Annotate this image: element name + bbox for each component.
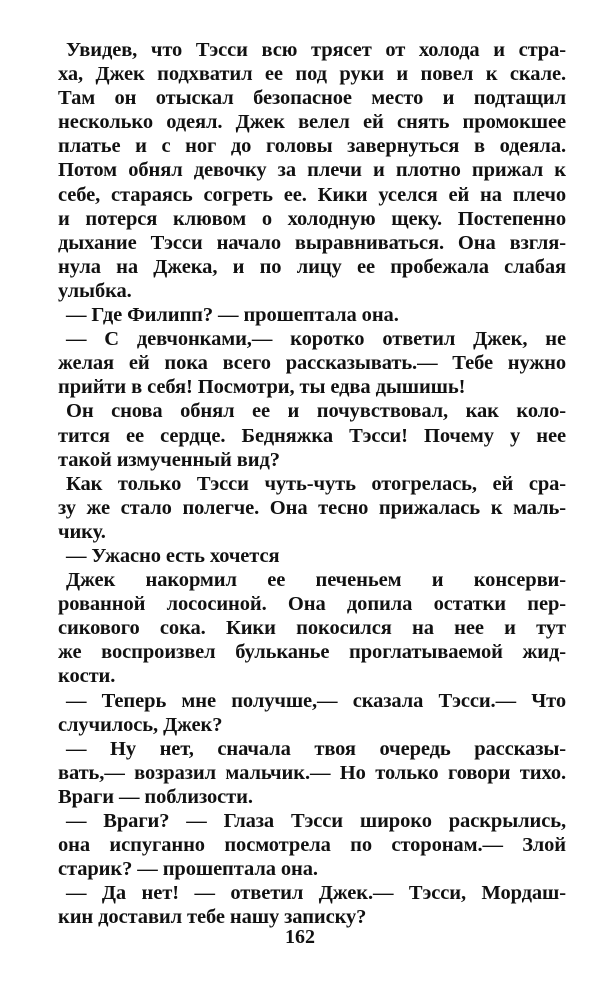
text-line: Потом обнял девочку за плечи и плотно прижал к (58, 159, 566, 182)
text-line: кин доставил тебе нашу записку? (58, 906, 367, 929)
text-line: Увидев, что Тэсси всю трясет от холода и стра- (66, 39, 566, 61)
text-line: — Где Филипп? — прошептала она. (66, 304, 399, 327)
text-line: же воспроизвел бульканье проглатываемой жид- (58, 641, 566, 664)
text-line: рованной лососиной. Она допила остатки пер- (58, 593, 566, 616)
text-line: Как только Тэсси чуть-чуть отогрелась, ей сра- (66, 472, 566, 495)
text-line: нула на Джека, и по лицу ее пробежала слабая (58, 255, 566, 278)
text-line: тится ее сердце. Бедняжка Тэсси! Почему у нее (58, 424, 566, 447)
text-line: — С девчонками,— коротко ответил Джек, не (66, 328, 566, 351)
text-line: улыбка. (58, 279, 132, 302)
text-line: она испуганно посмотрела по сторонам.— Злой (58, 834, 566, 857)
text-line: — Ужасно есть хочется (66, 544, 280, 567)
text-line: — Теперь мне получше,— сказала Тэсси.— Что (66, 689, 566, 712)
text-line: Там он отыскал безопасное место и подтащил (58, 87, 566, 110)
text-line: — Да нет! — ответил Джек.— Тэсси, Мордаш- (66, 882, 566, 905)
text-line: такой измученный вид? (58, 448, 280, 471)
text-line: себе, стараясь согреть ее. Кики уселся ей на плечо (58, 183, 566, 206)
text-line: старик? — прошептала она. (58, 858, 318, 881)
text-line: кости. (58, 665, 116, 688)
text-line: чику. (58, 520, 106, 543)
body-text (58, 38, 566, 929)
text-line: Он снова обнял ее и почувствовал, как коло- (66, 400, 566, 423)
text-line: желая ей пока всего рассказывать.— Тебе нужно (58, 352, 566, 375)
page-number: 162 (285, 926, 315, 948)
text-line: дыхание Тэсси начало выравниваться. Она взгля- (58, 231, 566, 254)
text-line: платье и с ног до головы завернуться в одеяла. (58, 135, 566, 158)
text-line: несколько одеял. Джек велел ей снять промокшее (58, 111, 566, 134)
text-line: вать,— возразил мальчик.— Но только говори тихо. (58, 761, 566, 784)
text-line: Враги — поблизости. (58, 785, 253, 808)
text-line: ха, Джек подхватил ее под руки и повел к скале. (58, 63, 566, 86)
text-line: зу же стало полегче. Она тесно прижалась к маль- (58, 496, 566, 519)
text-line: — Враги? — Глаза Тэсси широко раскрылись, (66, 810, 566, 832)
text-line: сикового сока. Кики покосился на нее и тут (58, 617, 566, 640)
text-line: случилось, Джек? (58, 713, 223, 736)
text-line: Джек накормил ее печеньем и консерви- (66, 569, 566, 592)
text-line: — Ну нет, сначала твоя очередь рассказы- (66, 737, 566, 760)
text-line: прийти в себя! Посмотри, ты едва дышишь! (58, 376, 466, 399)
text-line: и потерся клювом о холодную щеку. Постепенно (58, 207, 566, 230)
